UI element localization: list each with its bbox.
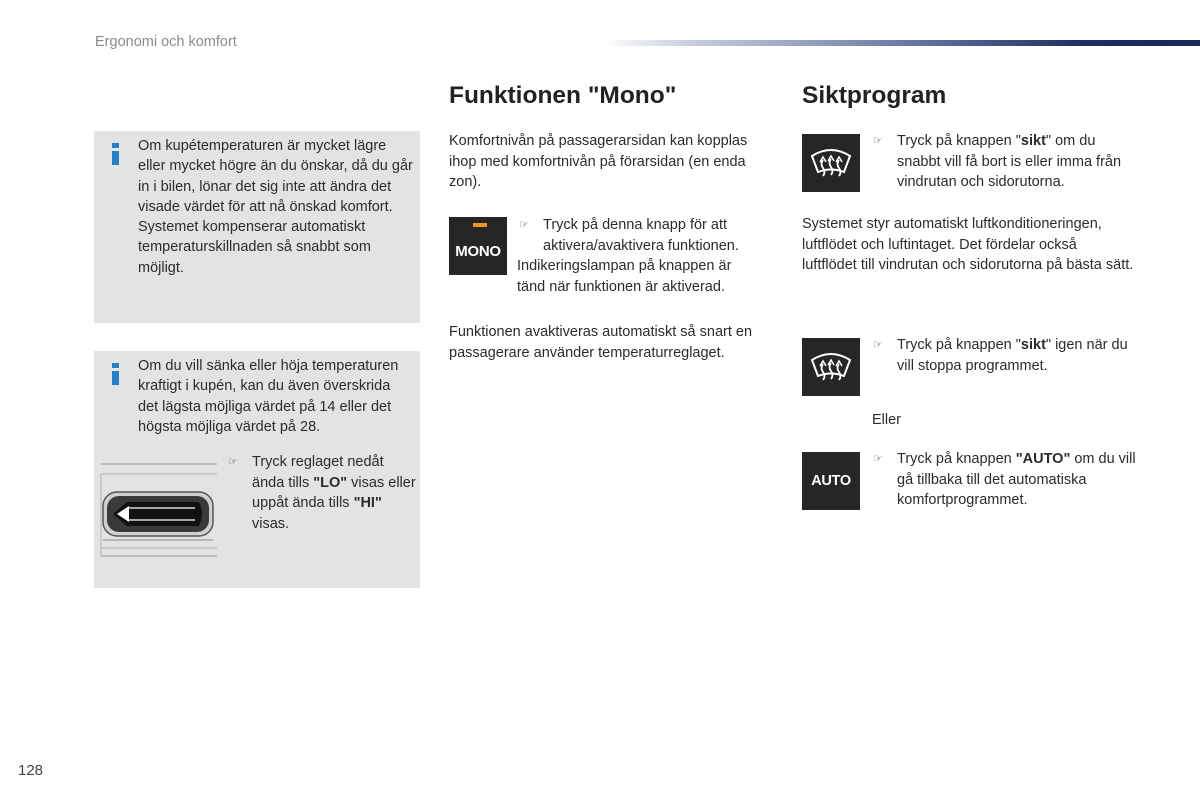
mono-deactivation-text: Funktionen avaktiveras automatiskt så snart en passagerare använder temperaturreglaget. [449, 324, 753, 361]
defrost-button-icon [802, 338, 860, 396]
mono-bullet-rest: Indikeringslampan på knappen är tänd när funktionen är aktiverad. [517, 258, 732, 295]
indicator-lamp [473, 223, 487, 227]
hi-label: "HI" [353, 495, 382, 511]
windscreen-defrost-icon [802, 134, 860, 192]
hand-pointer-icon: ☞ [228, 456, 238, 468]
info-box-2-text: Om du vill sänka eller höja temperaturen kraftigt i kupén, kan du även överskrida det lägsta möjliga värdet på 14 eller det högsta möjliga värdet på 28. [138, 358, 399, 435]
sikt-label: sikt [1020, 133, 1046, 149]
auto-button-icon [802, 452, 860, 510]
step-text: Tryck på knappen [897, 451, 1016, 467]
auto-label: "AUTO" [1015, 451, 1071, 467]
hand-pointer-icon: ☞ [519, 219, 529, 231]
instruction-text: Tryck reglaget nedåt ända tills [252, 454, 384, 491]
mono-intro: Komfortnivån på passagerarsidan kan kopplas ihop med komfortnivån på förarsidan (en enda zon). [449, 133, 748, 190]
mono-button-label: MONO [455, 243, 501, 260]
header-bar [600, 40, 1200, 46]
step-text: Tryck på knappen " [897, 133, 1021, 149]
auto-button-label: AUTO [811, 473, 851, 489]
mono-bullet-line: Tryck på denna knapp för att [543, 217, 728, 233]
instruction-text: visas eller uppåt ända tills [252, 474, 416, 511]
page-number: 128 [18, 762, 44, 779]
sikt-step-1 [871, 131, 1131, 193]
mono-heading: Funktionen "Mono" [449, 82, 677, 109]
sikt-label: sikt [1020, 337, 1046, 353]
sikt-step-2 [871, 335, 1131, 376]
defrost-button-icon [802, 134, 860, 192]
step-text: Tryck på knappen " [897, 337, 1021, 353]
info-box-1 [94, 131, 420, 323]
or-text: Eller [872, 412, 902, 428]
info-box-2 [94, 351, 420, 588]
instruction-text: visas. [252, 515, 290, 532]
info-box-1-text: Om kupétemperaturen är mycket lägre eller mycket högre än du önskar, då du går in i bilen, lönar det sig inte att ändra det visade värdet för att nå önskad komfort. Systemet kompenserar automatiskt temperaturskillnaden så snabbt som möjligt. [138, 138, 413, 276]
hand-pointer-icon: ☞ [873, 453, 883, 465]
sikt-system-text: Systemet styr automatiskt luftkonditioneringen, luftflödet och luftintaget. Det fördelar också luftflödet till vindrutan och sidorutorna på bästa sätt. [802, 216, 1134, 273]
sikt-step-3 [871, 449, 1136, 511]
temperature-control-icon [99, 462, 221, 558]
hand-pointer-icon: ☞ [873, 135, 883, 147]
step-text: om du vill gå tillbaka till det automatiska komfortprogrammet. [897, 451, 1136, 508]
step-text: " igen när du vill stoppa programmet. [897, 337, 1128, 374]
mono-button-icon [449, 217, 507, 275]
sikt-heading: Siktprogram [802, 82, 947, 109]
lo-label: "LO" [313, 474, 348, 491]
mono-bullet-line: aktivera/avaktivera funktionen. [543, 237, 739, 254]
temperature-instruction [226, 452, 416, 534]
mono-bullet [517, 215, 777, 297]
section-title: Ergonomi och komfort [95, 34, 237, 50]
hand-pointer-icon: ☞ [873, 339, 883, 351]
step-text: " om du snabbt vill få bort is eller imma från vindrutan och sidorutorna. [897, 133, 1122, 190]
windscreen-defrost-icon [802, 338, 860, 396]
